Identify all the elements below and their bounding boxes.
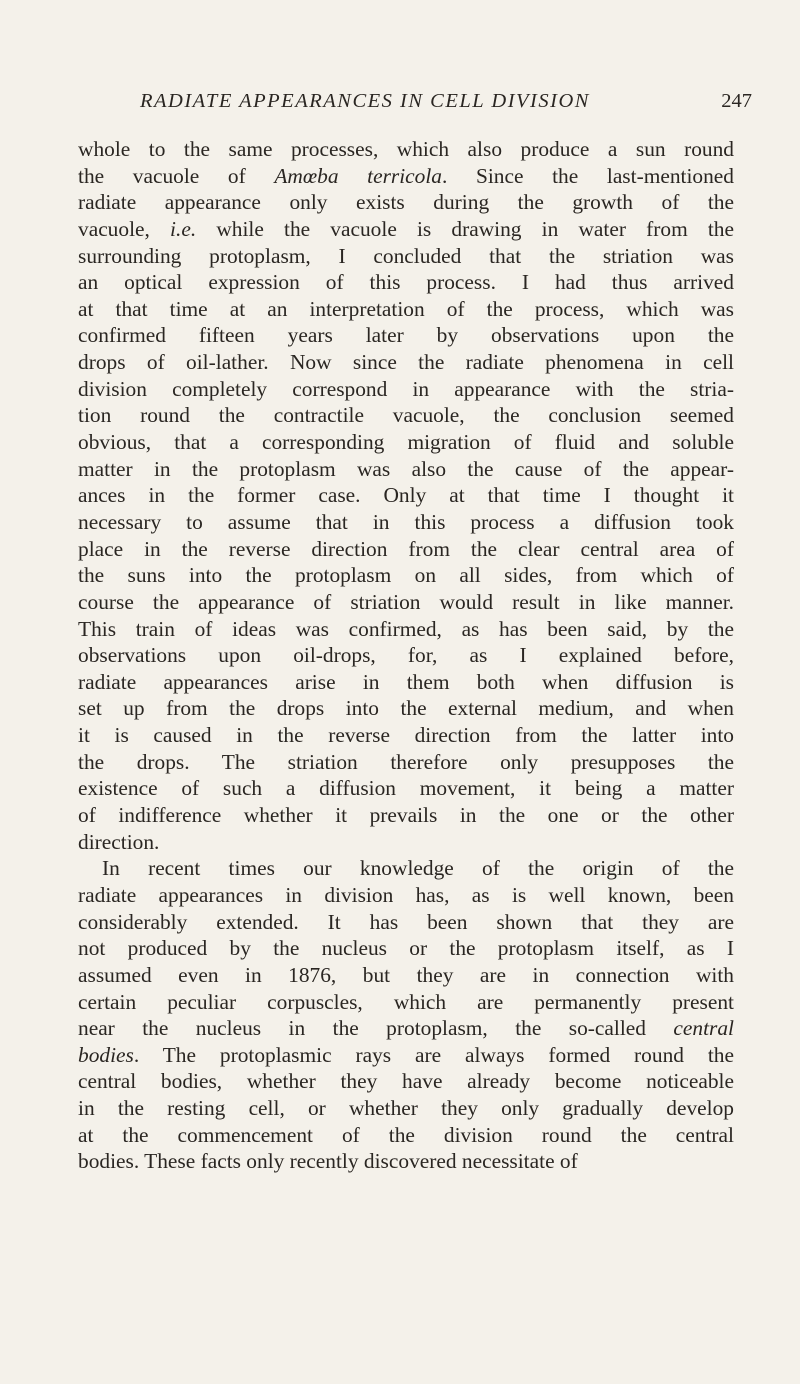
text-line: the vacuole of Amœba terricola. Since the last-mentioned xyxy=(78,163,734,188)
paragraph xyxy=(78,136,734,855)
text-line: whole to the same processes, which also produce a sun round xyxy=(78,137,734,161)
text-line: division completely correspond in appearance with the stria- xyxy=(78,376,734,401)
italic-term: i.e. xyxy=(170,216,197,241)
text-line: drops of oil-lather. Now since the radiate phenomena in cell xyxy=(78,350,734,375)
running-head xyxy=(60,90,752,118)
italic-term: Amœba terricola xyxy=(274,163,442,188)
text-line: radiate appearance only exists during the growth of the xyxy=(78,190,734,215)
text-line: matter in the protoplasm was also the cause of the appear- xyxy=(78,456,734,481)
text-line: considerably extended. It has been shown that they are xyxy=(78,909,734,934)
text-line: bodies. The protoplasmic rays are always formed round the xyxy=(78,1042,734,1067)
text-line: of indifference whether it prevails in the one or the other xyxy=(78,803,734,828)
text-line: bodies. These facts only recently discovered necessitate of xyxy=(78,1149,578,1174)
text-line: radiate appearances arise in them both when diffusion is xyxy=(78,669,734,694)
text-line: in the resting cell, or whether they only gradually develop xyxy=(78,1096,734,1121)
text-line: obvious, that a corresponding migration of fluid and soluble xyxy=(78,430,734,455)
running-head-title: RADIATE APPEARANCES IN CELL DIVISION xyxy=(140,90,590,112)
text-line: necessary to assume that in this process a diffusion took xyxy=(78,509,734,534)
text-line: radiate appearances in division has, as is well known, been xyxy=(78,882,734,907)
text-line: the suns into the protoplasm on all sides, from which of xyxy=(78,563,734,588)
text-line: place in the reverse direction from the clear central area of xyxy=(78,536,734,561)
text-line: at the commencement of the division round the central xyxy=(78,1122,734,1147)
text-line: an optical expression of this process. I had thus arrived xyxy=(78,270,734,295)
italic-term: central xyxy=(673,1016,734,1041)
page-number: 247 xyxy=(721,90,752,112)
paragraph xyxy=(78,855,734,1175)
text-line: not produced by the nucleus or the protoplasm itself, as I xyxy=(78,936,734,961)
body-text xyxy=(78,136,734,1175)
text-line: assumed even in 1876, but they are in connection with xyxy=(78,962,734,987)
text-line: confirmed fifteen years later by observations upon the xyxy=(78,323,734,348)
text-line: observations upon oil-drops, for, as I explained before, xyxy=(78,643,734,668)
text-line: tion round the contractile vacuole, the conclusion seemed xyxy=(78,403,734,428)
text-line: ances in the former case. Only at that time I thought it xyxy=(78,483,734,508)
text-line: existence of such a diffusion movement, it being a matter xyxy=(78,776,734,801)
text-line: central bodies, whether they have already become noticeable xyxy=(78,1069,734,1094)
text-line: certain peculiar corpuscles, which are permanently present xyxy=(78,989,734,1014)
text-line: course the appearance of striation would result in like manner. xyxy=(78,589,734,614)
text-line: set up from the drops into the external medium, and when xyxy=(78,696,734,721)
text-line: direction. xyxy=(78,829,160,854)
text-line: at that time at an interpretation of the process, which was xyxy=(78,296,734,321)
text-line: vacuole, i.e. while the vacuole is drawing in water from the xyxy=(78,216,734,241)
text-line: it is caused in the reverse direction from the latter into xyxy=(78,723,734,748)
text-line: the drops. The striation therefore only presupposes the xyxy=(78,749,734,774)
text-line: In recent times our knowledge of the origin of the xyxy=(102,856,734,881)
italic-term: bodies xyxy=(78,1042,134,1067)
text-line: near the nucleus in the protoplasm, the so-called central xyxy=(78,1016,734,1041)
text-line: surrounding protoplasm, I concluded that the striation was xyxy=(78,243,734,268)
text-line: This train of ideas was confirmed, as has been said, by the xyxy=(78,616,734,641)
